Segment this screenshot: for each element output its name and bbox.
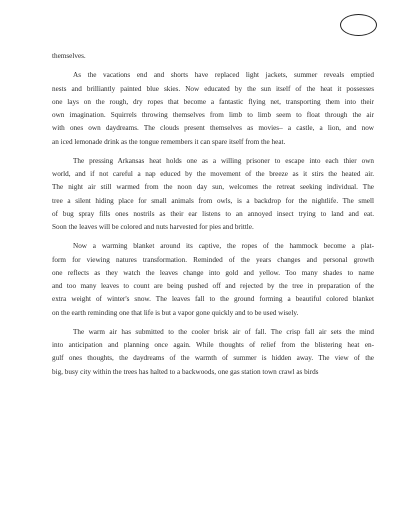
opening-line: themselves. bbox=[52, 52, 86, 60]
text-line: and too many leaves to count are being pushed off and rejected by the tree in preparation of the bbox=[52, 282, 374, 290]
text-line: extra weight of winter's snow. The leaves fall to the ground forming a beautiful colored blanket bbox=[52, 295, 374, 304]
text-line: big, busy city within the trees has halted to a backwoods, one gas station town crawl as birds bbox=[52, 367, 319, 376]
text-line: As the vacations end and shorts have replaced light jackets, summer reveals emptied bbox=[73, 71, 374, 80]
text-line: an iced lemonade drink as the tongue remembers it can spare itself from the heat. bbox=[52, 137, 286, 146]
paragraph-2 bbox=[52, 155, 374, 235]
text-line: form for viewing natures transformation. Reminded of the years changes and personal growth bbox=[52, 255, 374, 264]
paragraph-4 bbox=[52, 326, 374, 379]
paragraph-1 bbox=[52, 69, 374, 149]
text-line: tree a silent hiding place for small animals from owls, is a backdrop for the nightlife. The smell bbox=[52, 196, 374, 205]
text-line: on the earth reminding one that life is but a vapor gone quickly and to be used wisely. bbox=[52, 308, 299, 317]
text-line: The night air still warmed from the noon day sun, welcomes the retreat seeking individual. The bbox=[52, 183, 374, 192]
text-line: with ones own daydreams. The clouds present themselves as movies– a castle, a lion, and now bbox=[52, 124, 374, 133]
text-line: Now a warming blanket around its captive, the ropes of the hammock become a plat- bbox=[73, 242, 374, 251]
text-line: own imagination. Squirrels throwing themselves from limb to limb seem to float through the air bbox=[52, 111, 374, 119]
text-line: gulf ones thoughts, the daydreams of the warmth of summer is hidden away. The view of the bbox=[52, 354, 374, 363]
text-line: one lays on the rough, dry ropes that become a fantastic flying net, transporting them into their bbox=[52, 97, 374, 106]
text-line: The warm air has submitted to the cooler brisk air of fall. The crisp fall air sets the mind bbox=[73, 327, 374, 336]
text-line: Soon the leaves will be colored and nuts harvested for pies and brittle. bbox=[52, 223, 254, 231]
text-line: world, and if not careful a nap educed by the movement of the breeze as it stirs the heated air. bbox=[52, 170, 374, 178]
essay-body bbox=[52, 50, 374, 379]
text-line: of bug spray fills ones nostrils as their ear listens to an annoyed insect trying to land and eat. bbox=[52, 209, 374, 218]
text-line: nests and brilliantly painted blue skies. Now educated by the sun itself of the heat it possesses bbox=[52, 84, 374, 93]
paragraph-3 bbox=[52, 240, 374, 320]
text-line: The pressing Arkansas heat holds one as a willing prisoner to escape into each thier own bbox=[73, 156, 374, 165]
text-line: into anticipation and planning once again. While thoughts of relief from the blistering heat en- bbox=[52, 341, 374, 349]
page-number-circle bbox=[340, 14, 377, 36]
text-line: one reflects as they watch the leaves change into gold and yellow. Too many shades to name bbox=[52, 268, 374, 277]
